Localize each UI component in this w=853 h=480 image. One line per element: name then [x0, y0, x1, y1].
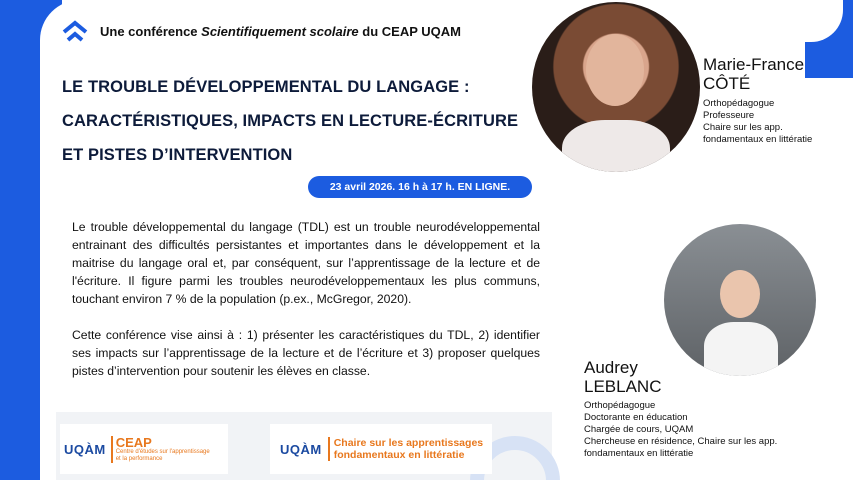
speaker-photo-audrey: [664, 224, 816, 376]
conference-title: LE TROUBLE DÉVELOPPEMENTAL DU LANGAGE : CARACTÉRISTIQUES, IMPACTS EN LECTURE-ÉCRITURE ET PISTES D’INTERVENTION: [62, 78, 519, 164]
speaker-card-2: Audrey LEBLANC Orthopédagogue Doctorante en éducation Chargée de cours, UQAM Chercheuse en résidence, Chaire sur les app. fondamentaux en littératie: [584, 358, 852, 460]
description-paragraph-2: Cette conférence vise ainsi à : 1) présenter les caractéristiques du TDL, 2) identifier ses impacts sur l’apprentissage de la lecture et de l’écriture et 3) proposer quelques pistes d’intervention pour soutenir les élèves en classe.: [72, 328, 540, 378]
chaire-uqam-logo: UQÀM Chaire sur les apprentissages fondamentaux en littératie: [270, 424, 492, 474]
speaker-first-name: Audrey: [584, 358, 638, 377]
ceap-uqam-logo: UQÀM CEAP Centre d'études sur l'apprentissage et la performance: [60, 424, 228, 474]
speaker-photo-marie-france: [532, 2, 700, 172]
description-paragraph-1: Le trouble développemental du langage (TDL) est un trouble neurodéveloppemental entrainant des difficultés persistantes et importantes dans le développement et la maitrise du langage oral et, par conséquent, sur l’apprentissage de la lecture et de l'écriture. Il figure parmi les troubles neurodéveloppementaux les plus communs, touchant environ 7 % de la population (p.ex., McGregor, 2020).: [72, 220, 540, 306]
header: [62, 20, 461, 42]
conference-series-tag: Une conférence Scientifiquement scolaire du CEAP UQAM: [100, 23, 461, 39]
description: [72, 218, 540, 380]
speaker-first-name: Marie-France: [703, 55, 805, 74]
ceap-chevron-logo-icon: [62, 20, 88, 42]
speaker-card-1: Marie-France CÔTÉ Orthopédagogue Professeure Chaire sur les app. fondamentaux en littératie: [703, 55, 853, 146]
speaker-last-name: LEBLANC: [584, 377, 662, 396]
event-date-badge: 23 avril 2026. 16 h à 17 h. EN LIGNE.: [308, 176, 532, 198]
left-decorative-band: [0, 0, 62, 480]
speaker-last-name: CÔTÉ: [703, 74, 751, 93]
